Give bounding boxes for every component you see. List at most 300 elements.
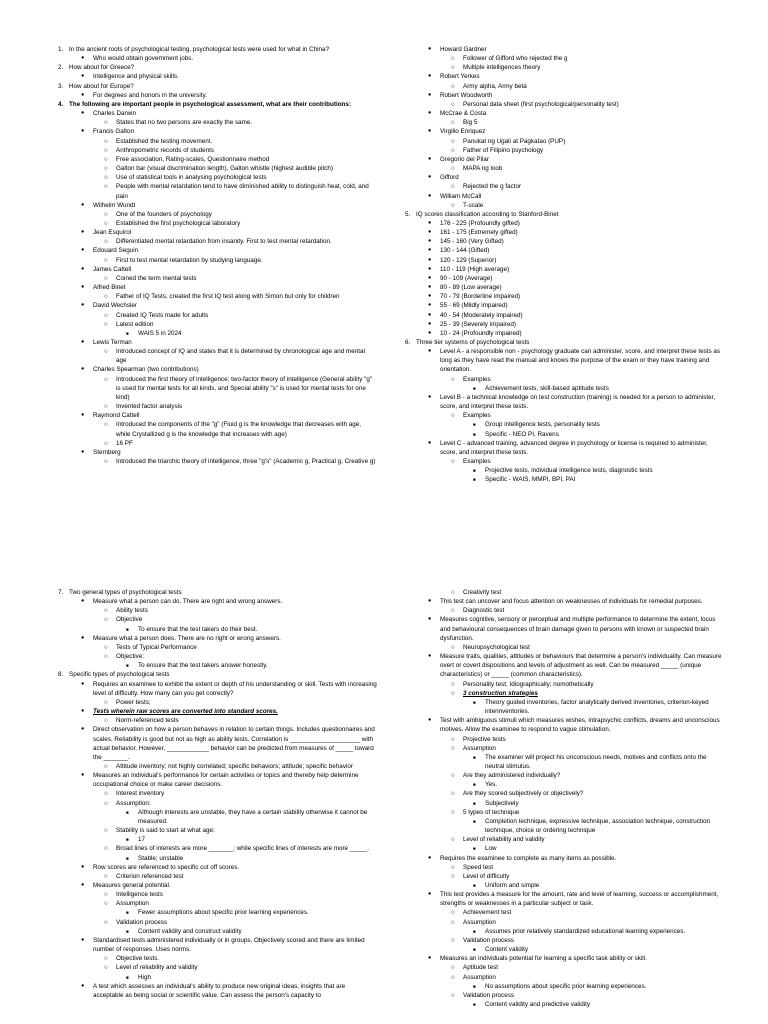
outline-item <box>59 899 377 908</box>
outline-item <box>59 661 377 670</box>
list-marker: ○ <box>451 589 455 596</box>
item-text: Lewis Terman <box>93 339 132 346</box>
item-text: Assumption <box>463 973 496 981</box>
list-marker: ○ <box>451 607 455 615</box>
item-text: Measure traits, qualities, attitudes or behaviours that determine a person's individuality. Can measure overt or covert dispositions and levels of adjustment as well. Can be measured _____ (unique characteristics) or _____ (common characteristics). <box>440 653 722 679</box>
item-text: 55 - 69 (Mildly impaired) <box>440 302 508 310</box>
list-marker: ● <box>428 284 432 291</box>
list-marker: ○ <box>104 698 108 706</box>
outline-item <box>405 881 723 890</box>
list-marker: ● <box>428 229 432 236</box>
list-marker: ● <box>81 680 85 687</box>
outline-item <box>405 927 723 936</box>
item-text: WAIS 5 in 2024 <box>138 329 182 337</box>
outline-item <box>59 100 377 109</box>
list-marker: ● <box>81 110 85 117</box>
outline-item <box>405 237 723 246</box>
list-marker: ● <box>81 91 85 98</box>
list-marker: ○ <box>451 119 455 127</box>
item-text: In the ancient roots of psychological testing, psychological tests were used for what in China? <box>69 46 330 53</box>
outline-item <box>405 201 723 210</box>
outline-item <box>405 716 723 734</box>
list-marker: ○ <box>104 219 108 227</box>
item-text: Row scores are referenced to specific cut off scores. <box>93 863 240 871</box>
outline-item <box>405 597 723 606</box>
list-marker: ○ <box>451 918 455 926</box>
outline-item <box>59 789 377 798</box>
item-text: Validation process <box>463 936 514 944</box>
list-marker: ● <box>81 366 85 373</box>
outline-item <box>59 82 377 91</box>
item-text: Robert Woodworth <box>440 91 493 99</box>
item-text: Validation process <box>463 991 514 999</box>
list-marker: ○ <box>104 165 108 173</box>
item-text: Completion technique, expressive technique, association technique, construction technique, choice or ordering technique <box>485 817 711 835</box>
outline-item <box>59 680 377 698</box>
item-text: How about for Greece? <box>69 64 135 72</box>
list-marker: ● <box>81 982 85 989</box>
outline-item <box>59 265 377 274</box>
item-text: Stability is said to start at what age: <box>116 827 215 835</box>
list-marker: ● <box>81 339 85 345</box>
item-text: Direct observation on how a person behaves in relation to certain things. Includes questionnaires and scales. Reliability is good but not as high as ability tests. Correlation is ____________________ with actual behavior. However, ____________ behavior can be predicted from measures of _____ toward the _______. <box>93 726 375 761</box>
outline-item <box>59 439 377 448</box>
item-text: 145 - 160 (Very Gifted) <box>440 238 504 246</box>
list-marker: ○ <box>104 643 108 651</box>
list-marker: ○ <box>104 421 108 429</box>
list-marker: ● <box>428 110 432 117</box>
list-marker: ■ <box>126 974 129 980</box>
list-marker: ● <box>81 708 85 715</box>
list-marker: ■ <box>473 818 476 824</box>
list-marker: ■ <box>473 983 476 989</box>
list-marker: ● <box>428 854 432 861</box>
outline-item <box>405 100 723 109</box>
item-text: First to test mental retardation by studying language. <box>116 256 263 264</box>
outline-item <box>59 63 377 72</box>
list-marker: ● <box>428 955 432 962</box>
list-marker: ○ <box>451 412 455 420</box>
outline-item <box>59 246 377 255</box>
list-marker: ○ <box>104 238 108 246</box>
item-text: Standardised tests administered individually or in groups. Objectively scored and there are limited number of responses. Uses norms. <box>93 936 365 954</box>
list-marker: ● <box>428 46 432 52</box>
item-text: Introduced the triarchic theory of intelligence, three "g's" (Academic g, Practical g, Creative g) <box>116 458 376 466</box>
outline-item <box>405 192 723 201</box>
outline-item <box>405 835 723 844</box>
item-text: Robert Yerkes <box>440 73 480 81</box>
list-marker: ○ <box>104 653 108 661</box>
list-marker: ● <box>428 91 432 98</box>
item-text: Level of reliability and validity <box>463 836 545 844</box>
list-marker: ■ <box>473 800 476 806</box>
outline-item <box>59 72 377 81</box>
list-marker: ○ <box>104 799 108 807</box>
outline-item <box>59 844 377 853</box>
outline-item <box>59 219 377 228</box>
item-text: Measures an individual's performance for certain activities or topics and thereby help determine occupational choice or make career decisions. <box>93 772 359 789</box>
item-text: Introduced the first theory of intelligence; two-factor theory of intelligence (General ability "g" is used for mental tests for all kinds, and Special ability "s" is used for mental tests for one kind) <box>116 375 373 401</box>
list-marker: ○ <box>451 836 455 844</box>
list-marker: ■ <box>126 855 129 861</box>
item-text: Norm-referenced tests <box>116 717 179 725</box>
list-marker: ○ <box>104 900 108 908</box>
list-marker: ○ <box>451 201 455 209</box>
item-text: 10 - 24 (Profoundly impaired) <box>440 329 522 337</box>
outline-item <box>59 292 377 301</box>
list-marker: ○ <box>104 607 108 615</box>
list-marker: ● <box>428 311 432 318</box>
list-marker: ● <box>428 293 432 300</box>
item-text: Francis Galton <box>93 128 134 136</box>
item-text: Examples <box>463 458 491 466</box>
item-text: 70 - 79 (Borderline impaired) <box>440 293 521 301</box>
outline-item <box>59 338 377 347</box>
outline-item <box>405 265 723 274</box>
list-marker: 6. <box>405 339 411 346</box>
outline-item <box>405 274 723 283</box>
outline-item <box>59 872 377 881</box>
list-marker: ● <box>81 882 85 888</box>
item-text: This test provides a measure for the amount, rate and level of learning, success or accomplishment, strengths or weaknesses in a particular subject or task. <box>440 891 719 908</box>
item-text: Raymond Cattell <box>93 412 140 420</box>
outline-item <box>59 320 377 329</box>
outline-item <box>405 54 723 63</box>
list-marker: ○ <box>104 872 108 880</box>
outline-item <box>405 908 723 917</box>
item-text: Examples <box>463 375 491 383</box>
item-text: States that no two persons are exactly the same. <box>116 119 253 127</box>
list-marker: ■ <box>126 910 129 916</box>
item-text: David Wechsler <box>93 302 137 310</box>
item-text: Creativity test <box>463 589 502 596</box>
outline-item <box>405 844 723 853</box>
outline-item <box>405 329 723 338</box>
list-marker: ○ <box>104 717 108 725</box>
item-text: Two general types of psychological tests <box>69 589 182 596</box>
outline-item <box>405 615 723 642</box>
outline-item <box>59 155 377 164</box>
item-text: 176 - 225 (Profoundly gifted) <box>440 219 520 227</box>
outline-item <box>59 420 377 438</box>
list-marker: ○ <box>104 403 108 411</box>
outline-item <box>59 643 377 652</box>
list-marker: ○ <box>451 680 455 688</box>
list-marker: ○ <box>104 311 108 319</box>
item-text: Who would obtain government jobs. <box>93 55 194 63</box>
item-text: Introduced the components of the "g" (Fluid g is the knowledge that decreases with age, while Crystallized g is the knowledge that increases with age) <box>116 421 361 438</box>
outline-item <box>405 137 723 146</box>
item-text: Theory guided inventories, factor analytically derived inventories, criterion-keyed interinventories. <box>485 698 709 716</box>
item-text: Specific - WAIS, MMPI, BPI, PAI <box>485 476 576 484</box>
outline-item <box>59 91 377 100</box>
item-text: Specific types of psychological tests <box>69 671 170 679</box>
list-marker: ○ <box>104 155 108 163</box>
item-text: 40 - 54 (Moderately impaired) <box>440 311 523 319</box>
outline-item <box>59 826 377 835</box>
list-marker: ○ <box>451 863 455 871</box>
list-marker: ● <box>428 653 432 660</box>
outline-item <box>59 457 377 466</box>
list-marker: ● <box>428 616 432 623</box>
outline-item <box>59 863 377 872</box>
item-text: The following are important people in psychological assessment, what are their contributions: <box>69 100 352 108</box>
outline-item <box>59 670 377 679</box>
list-marker: 3. <box>58 82 64 90</box>
item-text: Created IQ Tests made for adults <box>116 311 209 319</box>
outline-item <box>405 118 723 127</box>
list-marker: ● <box>428 320 432 327</box>
list-marker: ■ <box>473 883 476 888</box>
list-marker: ● <box>428 717 432 724</box>
outline-item <box>405 439 723 457</box>
outline-item <box>59 137 377 146</box>
outline-item <box>405 808 723 817</box>
outline-item <box>59 54 377 63</box>
list-marker: ■ <box>126 330 129 336</box>
item-text: People with mental retardation tend to have diminished ability to distinguish heat, cold, and pain <box>116 183 369 200</box>
item-text: 16 PF <box>116 439 133 447</box>
item-text: Uniform and simple <box>485 882 540 889</box>
item-text: Are they administered individually? <box>463 772 561 780</box>
list-marker: ● <box>428 598 432 605</box>
item-text: Measures an individuals potential for learning a specific task ability or skill. <box>440 955 647 963</box>
list-marker: ○ <box>451 100 455 108</box>
list-marker: ● <box>428 128 432 135</box>
list-marker: ■ <box>473 754 476 760</box>
list-marker: ● <box>81 247 85 254</box>
outline-item <box>59 448 377 457</box>
list-marker: ■ <box>473 385 476 391</box>
list-marker: ● <box>428 247 432 254</box>
item-text: Requires an examinee to exhibit the extent or depth of his understanding or skill. Tests with increasing level of difficulty. How many can you get correctly? <box>93 680 377 697</box>
list-marker: ○ <box>451 64 455 72</box>
item-text: Sternberg <box>93 448 121 456</box>
outline-item <box>59 835 377 844</box>
list-marker: ○ <box>104 964 108 972</box>
list-marker: ■ <box>126 928 129 934</box>
list-marker: ■ <box>126 626 129 632</box>
outline-item <box>59 347 377 365</box>
outline-item <box>405 689 723 698</box>
list-marker: ○ <box>104 762 108 770</box>
item-text: Tests of Typical Performance <box>116 643 197 651</box>
item-text: Low <box>485 845 497 853</box>
list-marker: ■ <box>473 947 476 953</box>
list-marker: ○ <box>451 146 455 154</box>
outline-item <box>59 228 377 237</box>
item-text: Personality test; Idiographically; nomothetically <box>463 680 594 688</box>
list-marker: ○ <box>104 845 108 853</box>
outline-item <box>59 588 377 597</box>
list-marker: ○ <box>104 183 108 191</box>
outline-item <box>405 771 723 780</box>
item-text: Level C - advanced training, advanced degree in psychology or license is required to administer, score, and interpret these tests. <box>440 439 708 456</box>
outline-item <box>405 457 723 466</box>
list-marker: ● <box>428 192 432 199</box>
page2-right-column <box>405 588 723 1009</box>
outline-item <box>405 991 723 1000</box>
item-text: Established the testing movement. <box>116 137 213 145</box>
outline-item <box>405 155 723 164</box>
item-text: Charles Spearman (two contributions) <box>93 366 199 374</box>
item-text: James Cattell <box>93 265 132 273</box>
item-text: Charles Darwin <box>93 110 137 118</box>
outline-item <box>59 210 377 219</box>
list-marker: ○ <box>451 973 455 981</box>
outline-item <box>405 475 723 484</box>
outline-item <box>59 615 377 624</box>
outline-item <box>405 82 723 91</box>
item-text: T-scale <box>463 201 484 209</box>
item-text: How about for Europe? <box>69 82 134 90</box>
list-marker: ○ <box>104 439 108 447</box>
outline-item <box>405 228 723 237</box>
outline-item <box>59 402 377 411</box>
outline-item <box>405 246 723 255</box>
item-text: High <box>138 973 151 981</box>
list-marker: ○ <box>104 458 108 466</box>
list-marker: ● <box>428 256 432 263</box>
outline-item <box>405 375 723 384</box>
list-marker: ● <box>81 265 85 272</box>
list-marker: ● <box>81 55 85 62</box>
outline-item <box>59 881 377 890</box>
outline-item <box>405 588 723 597</box>
list-marker: ● <box>428 219 432 226</box>
outline-item <box>59 375 377 402</box>
outline-item <box>59 908 377 917</box>
list-marker: ■ <box>473 422 476 428</box>
list-marker: ○ <box>451 991 455 999</box>
outline-item <box>405 936 723 945</box>
item-text: Jean Esquirol <box>93 229 132 237</box>
list-marker: ● <box>81 284 85 291</box>
list-marker: ● <box>428 274 432 281</box>
outline-item <box>59 329 377 338</box>
item-text: Assumes prior relatively standardized educational learning experiences. <box>485 927 686 935</box>
item-text: Three tier systems of psychological tests <box>416 339 530 346</box>
outline-item <box>59 973 377 982</box>
outline-item <box>59 301 377 310</box>
outline-item <box>59 237 377 246</box>
outline-item <box>405 393 723 411</box>
outline-item <box>59 963 377 972</box>
list-marker: ● <box>81 598 85 605</box>
item-text: 110 - 119 (High average) <box>440 265 510 273</box>
list-marker: ○ <box>451 909 455 917</box>
item-text: Criterion referenced test <box>116 872 184 880</box>
item-text: For degrees and honors in the university. <box>93 91 207 99</box>
outline-item <box>405 420 723 429</box>
item-text: Assumption <box>463 918 496 926</box>
outline-item <box>59 606 377 615</box>
list-marker: 2. <box>58 64 64 72</box>
item-text: Diagnostic test <box>463 607 505 615</box>
item-text: 90 - 109 (Average) <box>440 274 493 282</box>
list-marker: ○ <box>451 375 455 383</box>
item-text: Alfred Binet <box>93 284 126 292</box>
list-marker: ● <box>428 73 432 80</box>
outline-item <box>59 716 377 725</box>
outline-item <box>59 799 377 808</box>
item-text: Tests wherein raw scores are converted into standard scores. <box>93 708 278 716</box>
outline-item <box>59 854 377 863</box>
item-text: Assumption <box>116 900 149 908</box>
item-text: 120 - 129 (Superior) <box>440 256 497 264</box>
outline-item <box>59 256 377 265</box>
list-marker: ■ <box>473 1002 476 1008</box>
item-text: Projective tests, individual intelligence tests, diagnostic tests <box>485 467 653 475</box>
item-text: Use of statistical tools in analysing psychological tests <box>116 174 267 182</box>
item-text: Achievement tests, skill-based aptitude tests <box>485 384 609 392</box>
list-marker: ● <box>428 439 432 446</box>
outline-item <box>59 201 377 210</box>
item-text: Power tests; <box>116 698 151 706</box>
list-marker: ● <box>81 772 85 779</box>
item-text: Rejected the g factor <box>463 183 522 191</box>
list-marker: ○ <box>104 891 108 899</box>
item-text: Broad lines of interests are more _______; while specific lines of interests are more _____. <box>116 845 370 853</box>
item-text: Content validity and predictive validity <box>485 1001 591 1009</box>
list-marker: ○ <box>451 458 455 466</box>
outline-item <box>405 680 723 689</box>
item-text: Stable; unstable <box>138 854 184 862</box>
outline-item <box>59 274 377 283</box>
outline-item <box>405 643 723 652</box>
list-marker: ● <box>428 155 432 162</box>
item-text: Objective: <box>116 653 144 661</box>
list-marker: ○ <box>451 808 455 816</box>
outline-item <box>405 973 723 982</box>
list-marker: ○ <box>104 320 108 328</box>
list-marker: ○ <box>104 174 108 182</box>
list-marker: ○ <box>104 955 108 963</box>
outline-item <box>59 597 377 606</box>
outline-item <box>59 283 377 292</box>
item-text: Army alpha, Army beta <box>463 82 527 90</box>
outline-item <box>59 771 377 789</box>
item-text: Specific - NEO PI, Ravens <box>485 430 559 438</box>
outline-item <box>59 918 377 927</box>
outline-item <box>405 918 723 927</box>
outline-item <box>405 890 723 908</box>
outline-item <box>405 1000 723 1009</box>
list-marker: ● <box>81 73 85 80</box>
list-marker: ■ <box>126 809 129 815</box>
list-marker: ■ <box>126 663 129 669</box>
list-marker: ○ <box>451 689 455 697</box>
list-marker: 7. <box>58 589 64 596</box>
item-text: Are they scored subjectively or objectively? <box>463 790 584 798</box>
list-marker: ■ <box>473 782 476 788</box>
list-marker: ○ <box>451 82 455 90</box>
item-text: Gregorio del Pilar <box>440 155 489 163</box>
item-text: Ability tests <box>116 607 148 615</box>
outline-item <box>59 164 377 173</box>
outline-item <box>59 808 377 826</box>
outline-item <box>59 634 377 643</box>
outline-item <box>59 311 377 320</box>
list-marker: ● <box>81 128 85 135</box>
item-text: Measure what a person does. There are no right or wrong answers. <box>93 634 281 642</box>
item-text: Latest edition <box>116 320 154 328</box>
list-marker: ● <box>81 229 85 236</box>
item-text: Intelligence tests <box>116 891 163 899</box>
list-marker: ■ <box>473 928 476 934</box>
outline-item <box>405 146 723 155</box>
list-marker: ○ <box>104 137 108 145</box>
